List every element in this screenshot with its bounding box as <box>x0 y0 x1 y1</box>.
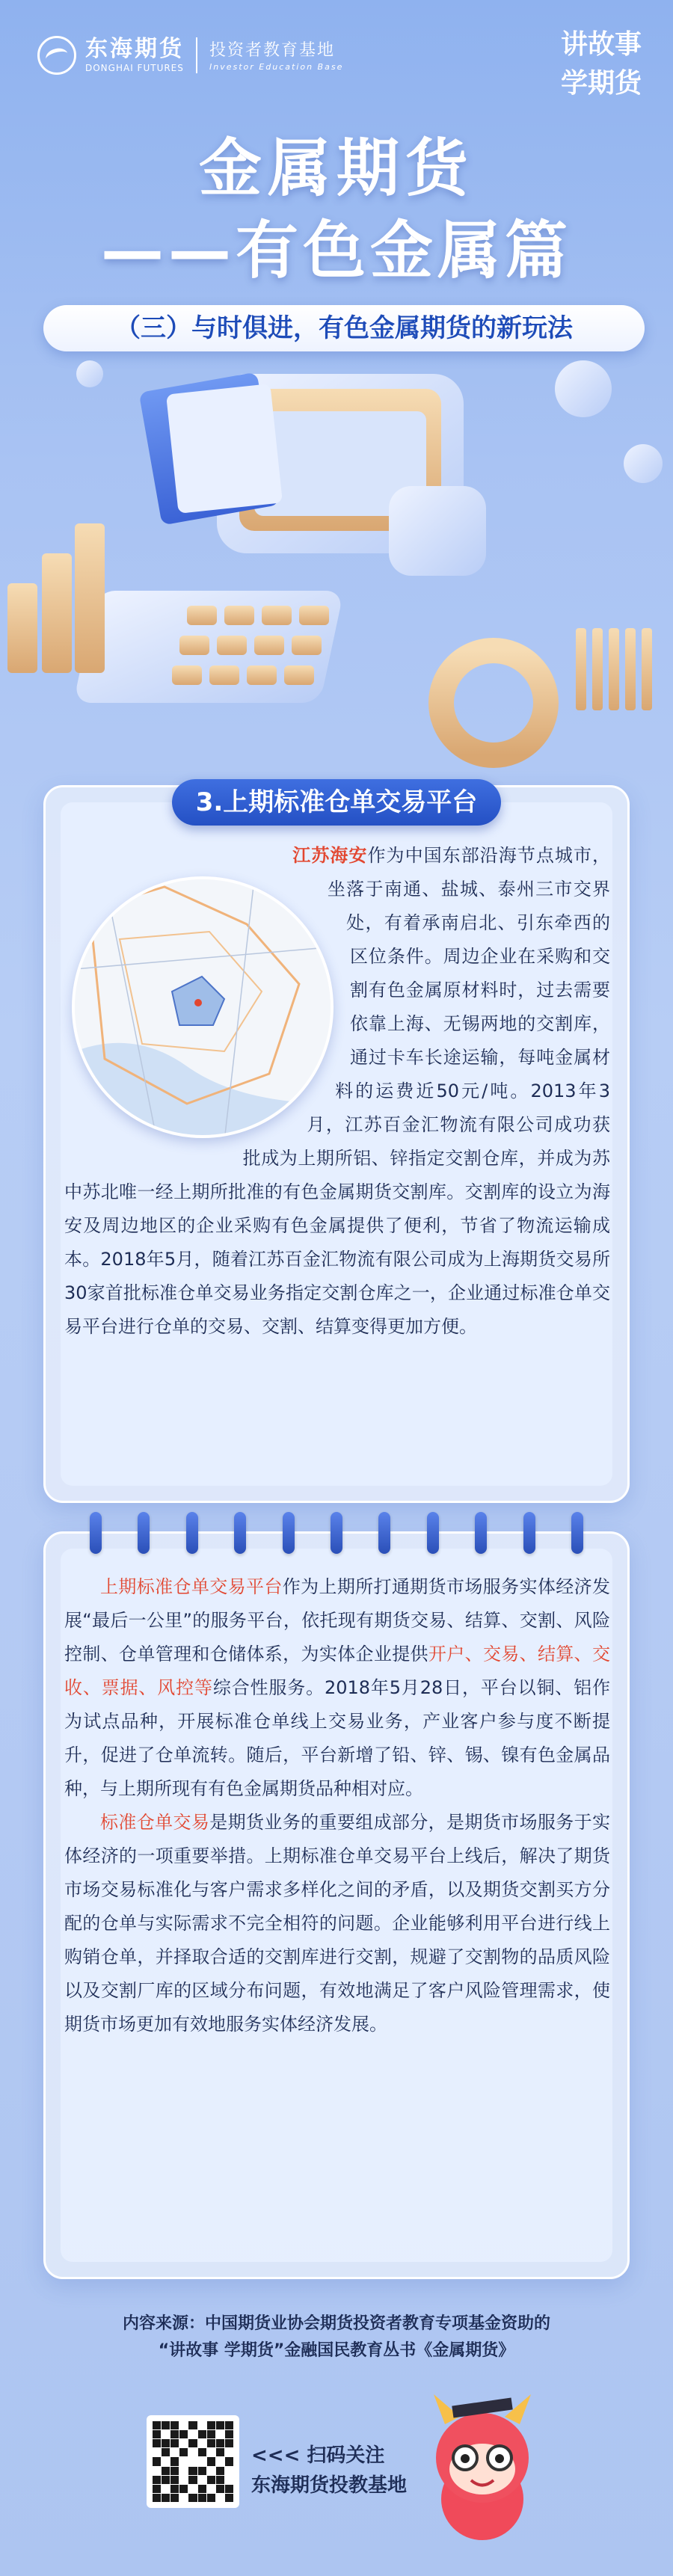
slogan <box>561 25 642 103</box>
highlight-receipt-trading: 标准仓单交易 <box>100 1812 210 1833</box>
binder-ring-icon <box>523 1512 535 1554</box>
source-line2: “讲故事 学期货”金融国民教育丛书《金属期货》 <box>158 2341 515 2360</box>
binder-ring-icon <box>138 1512 150 1554</box>
slogan-line2: 学期货 <box>560 68 642 99</box>
heatsink-icon <box>576 628 652 710</box>
title-line1: 金属期货 <box>198 132 474 205</box>
slogan-line1: 讲故事 <box>560 29 642 60</box>
highlight-location: 江苏海安 <box>292 845 368 866</box>
section2-paragraph-1: 上期标准仓单交易平台作为上期所打通期货市场服务实体经济发展“最后一公里”的服务平台，依托现有期货交易、结算、交割、风险控制、仓单管理和仓储体系，为实体企业提供开户、交易、结算、交收、票据、风控等综合性服务。2018年5月28日，平台以铜、铝作为试点品种，开展标准仓单线上交易业务，产业客户参与度不断提升，促进了仓单流转。随后，平台新增了铅、锌、锡、镍有色金属品种，与上期所现有有色金属期货品种相对应。 <box>64 1576 611 1799</box>
section1-paragraph: 作为中国东部沿海节点城市，坐落于南通、盐城、泰州三市交界处，有着承南启北、引东牵西的区位条件。周边企业在采购和交割有色金属原材料时，过去需要依靠上海、无锡两地的交割库，通过卡车长途运输，每吨金属材料的运费近50元/吨。2013年3月，江苏百金汇物流有限公司成功获批成为上期所铝、锌指定交割仓库，并成为苏中苏北唯一经上期所批准的有色金属期货交割库。交割库的设立为海安及周边地区的企业采购有色金属提供了便利，节省了物流运输成本。2018年5月，随着江苏百金汇物流有限公司成为上海期货交易所30家首批标准仓单交易业务指定交割仓库之一，企业通过标准仓单交易平台进行仓单的交易、交割、结算变得更加方便。 <box>64 845 611 1337</box>
scan-line2: 东海期货投教基地 <box>251 2474 408 2497</box>
sphere-icon <box>76 360 103 387</box>
footer <box>0 2378 673 2576</box>
scan-line1: <<< 扫码关注 <box>251 2444 385 2467</box>
base-en: Investor Education Base <box>209 61 344 72</box>
brand-logo <box>37 36 343 75</box>
ring-icon <box>441 651 546 755</box>
binder-ring-icon <box>475 1512 487 1554</box>
binder-ring-icon <box>283 1512 295 1554</box>
base-cn: 投资者教育基地 <box>209 40 336 60</box>
binder-ring-icon <box>234 1512 246 1554</box>
logo-divider <box>196 37 197 73</box>
highlight-services: 开户、交易、结算、交收、票据、风控等 <box>64 1644 611 1698</box>
section-heading: 3.上期标准仓单交易平台 <box>172 779 501 826</box>
section2-text <box>64 1570 610 2041</box>
logo-en: DONGHAI FUTURES <box>85 63 184 73</box>
content-source <box>0 2311 673 2364</box>
logo-cn: 东海期货 <box>85 36 184 62</box>
binder-ring-icon <box>331 1512 342 1554</box>
section2-paragraph-2: 标准仓单交易是期货业务的重要组成部分，是期货市场服务于实体经济的一项重要举措。上期标准仓单交易平台上线后，解决了期货市场交易标准化与客户需求多样化之间的矛盾，以及期货交割买方分配的仓单与实际需求不完全相符的问题。企业能够利用平台进行线上购销仓单，并择取合适的交割库进行交割，规避了交割物的品质风险以及交割厂库的区域分布问题，有效地满足了客户风险管理需求，使期货市场更加有效地服务实体经济发展。 <box>64 1812 611 2035</box>
section1-text <box>64 839 610 1344</box>
binder-rings <box>90 1512 583 1557</box>
bar-blocks-icon <box>7 523 105 673</box>
qr-code[interactable] <box>147 2415 239 2508</box>
computer-illustration <box>0 344 673 793</box>
source-line1: 内容来源：中国期货业协会期货投资者教育专项基金资助的 <box>122 2314 550 2333</box>
title-line2: ——有色金属篇 <box>100 214 572 287</box>
subtitle: （三）与时俱进，有色金属期货的新玩法 <box>43 305 645 351</box>
scan-prompt <box>251 2441 407 2500</box>
dragon-mascot-icon <box>419 2387 546 2544</box>
sphere-icon <box>555 360 612 417</box>
header <box>0 0 673 120</box>
sphere-icon <box>624 444 663 483</box>
binder-ring-icon <box>378 1512 390 1554</box>
binder-ring-icon <box>571 1512 583 1554</box>
donghai-logo-icon <box>37 36 76 75</box>
binder-ring-icon <box>427 1512 439 1554</box>
page-title <box>0 127 673 292</box>
highlight-platform: 上期标准仓单交易平台 <box>100 1576 283 1597</box>
binder-ring-icon <box>186 1512 198 1554</box>
binder-ring-icon <box>90 1512 102 1554</box>
